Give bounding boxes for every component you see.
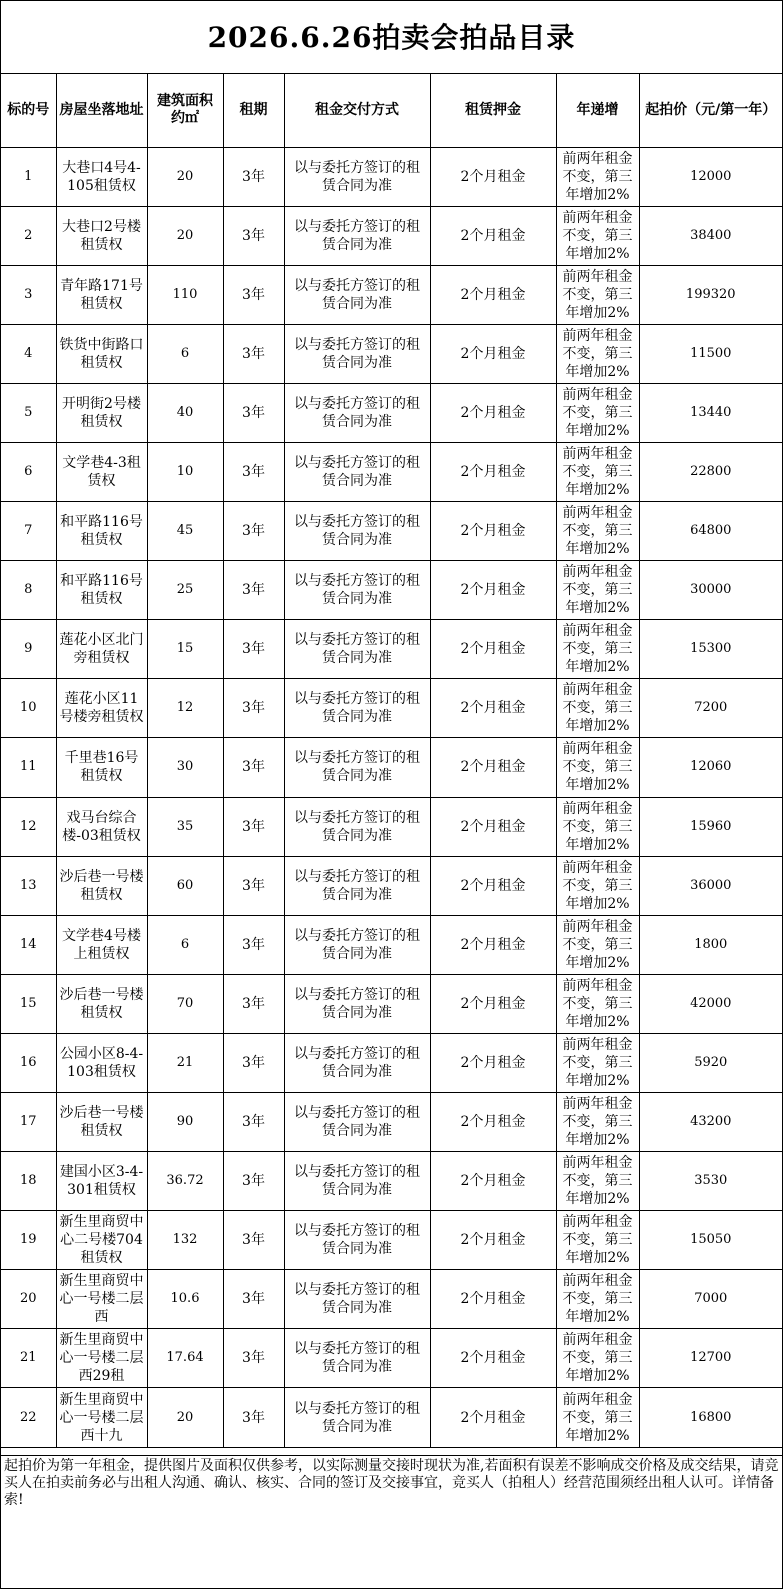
cell-term: 3年 (223, 915, 284, 974)
cell-deposit: 2个月租金 (430, 561, 556, 620)
cell-address: 新生里商贸中心一号楼二层西29租 (56, 1329, 147, 1388)
cell-payment: 以与委托方签订的租赁合同为准 (284, 974, 430, 1033)
cell-growth: 前两年租金不变，第三年增加2% (556, 1033, 639, 1092)
cell-growth: 前两年租金不变，第三年增加2% (556, 915, 639, 974)
cell-area: 17.64 (147, 1329, 223, 1388)
table-row (1, 1270, 782, 1329)
cell-payment: 以与委托方签订的租赁合同为准 (284, 797, 430, 856)
table-row (1, 1033, 782, 1092)
cell-payment: 以与委托方签订的租赁合同为准 (284, 1270, 430, 1329)
header-area: 建筑面积约㎡ (147, 74, 223, 147)
cell-term: 3年 (223, 383, 284, 442)
cell-deposit: 2个月租金 (430, 620, 556, 679)
cell-growth: 前两年租金不变，第三年增加2% (556, 502, 639, 561)
cell-term: 3年 (223, 679, 284, 738)
cell-lot-no: 8 (1, 561, 56, 620)
table-row (1, 502, 782, 561)
cell-area: 90 (147, 1093, 223, 1152)
table-row (1, 915, 782, 974)
cell-area: 30 (147, 738, 223, 797)
table-row (1, 974, 782, 1033)
cell-address: 公园小区8-4-103租赁权 (56, 1033, 147, 1092)
cell-address: 戏马台综合楼-03租赁权 (56, 797, 147, 856)
cell-growth: 前两年租金不变，第三年增加2% (556, 1388, 639, 1447)
cell-term: 3年 (223, 1211, 284, 1270)
cell-price: 7200 (639, 679, 782, 738)
cell-area: 6 (147, 324, 223, 383)
cell-deposit: 2个月租金 (430, 856, 556, 915)
cell-deposit: 2个月租金 (430, 1033, 556, 1092)
cell-price: 64800 (639, 502, 782, 561)
table-row (1, 738, 782, 797)
cell-payment: 以与委托方签订的租赁合同为准 (284, 1329, 430, 1388)
cell-term: 3年 (223, 1033, 284, 1092)
header-payment: 租金交付方式 (284, 74, 430, 147)
cell-price: 1800 (639, 915, 782, 974)
cell-area: 110 (147, 265, 223, 324)
cell-term: 3年 (223, 738, 284, 797)
cell-price: 15300 (639, 620, 782, 679)
table-row (1, 1388, 782, 1447)
cell-payment: 以与委托方签订的租赁合同为准 (284, 324, 430, 383)
cell-area: 132 (147, 1211, 223, 1270)
cell-growth: 前两年租金不变，第三年增加2% (556, 1270, 639, 1329)
cell-address: 千里巷16号租赁权 (56, 738, 147, 797)
cell-area: 21 (147, 1033, 223, 1092)
cell-price: 12700 (639, 1329, 782, 1388)
cell-lot-no: 5 (1, 383, 56, 442)
cell-price: 43200 (639, 1093, 782, 1152)
cell-growth: 前两年租金不变，第三年增加2% (556, 1329, 639, 1388)
cell-lot-no: 10 (1, 679, 56, 738)
cell-deposit: 2个月租金 (430, 324, 556, 383)
cell-payment: 以与委托方签订的租赁合同为准 (284, 561, 430, 620)
cell-term: 3年 (223, 1329, 284, 1388)
cell-payment: 以与委托方签订的租赁合同为准 (284, 206, 430, 265)
cell-area: 6 (147, 915, 223, 974)
cell-price: 7000 (639, 1270, 782, 1329)
cell-area: 36.72 (147, 1152, 223, 1211)
lot-table (1, 74, 782, 1448)
cell-area: 10 (147, 442, 223, 501)
cell-payment: 以与委托方签订的租赁合同为准 (284, 1093, 430, 1152)
cell-price: 16800 (639, 1388, 782, 1447)
table-row (1, 383, 782, 442)
cell-deposit: 2个月租金 (430, 1211, 556, 1270)
cell-address: 新生里商贸中心二号楼704租赁权 (56, 1211, 147, 1270)
cell-address: 大巷口4号4-105租赁权 (56, 147, 147, 206)
cell-area: 40 (147, 383, 223, 442)
cell-lot-no: 18 (1, 1152, 56, 1211)
table-row (1, 324, 782, 383)
footnote: 起拍价为第一年租金，提供图片及面积仅供参考，以实际测量交接时现状为准,若面积有误差不影响成交价格及成交结果，请竞买人在拍卖前务必与出租人沟通、确认、核实、合同的签订及交接事宜，竞买人（拍租人）经营范围须经出租人认可。详情备索! (1, 1455, 782, 1588)
cell-price: 38400 (639, 206, 782, 265)
cell-deposit: 2个月租金 (430, 502, 556, 561)
cell-payment: 以与委托方签订的租赁合同为准 (284, 1152, 430, 1211)
cell-address: 和平路116号租赁权 (56, 561, 147, 620)
cell-payment: 以与委托方签订的租赁合同为准 (284, 679, 430, 738)
cell-lot-no: 3 (1, 265, 56, 324)
cell-deposit: 2个月租金 (430, 442, 556, 501)
cell-term: 3年 (223, 1388, 284, 1447)
cell-price: 199320 (639, 265, 782, 324)
header-price: 起拍价（元/第一年） (639, 74, 782, 147)
cell-area: 20 (147, 206, 223, 265)
cell-deposit: 2个月租金 (430, 738, 556, 797)
cell-deposit: 2个月租金 (430, 1329, 556, 1388)
cell-term: 3年 (223, 797, 284, 856)
cell-payment: 以与委托方签订的租赁合同为准 (284, 915, 430, 974)
cell-lot-no: 7 (1, 502, 56, 561)
cell-payment: 以与委托方签订的租赁合同为准 (284, 1388, 430, 1447)
cell-growth: 前两年租金不变，第三年增加2% (556, 620, 639, 679)
cell-deposit: 2个月租金 (430, 265, 556, 324)
cell-address: 新生里商贸中心一号楼二层西 (56, 1270, 147, 1329)
cell-growth: 前两年租金不变，第三年增加2% (556, 1093, 639, 1152)
cell-area: 35 (147, 797, 223, 856)
table-row (1, 147, 782, 206)
cell-price: 12000 (639, 147, 782, 206)
cell-payment: 以与委托方签订的租赁合同为准 (284, 738, 430, 797)
cell-price: 13440 (639, 383, 782, 442)
cell-deposit: 2个月租金 (430, 1152, 556, 1211)
cell-deposit: 2个月租金 (430, 206, 556, 265)
cell-price: 3530 (639, 1152, 782, 1211)
cell-term: 3年 (223, 206, 284, 265)
cell-term: 3年 (223, 1093, 284, 1152)
cell-growth: 前两年租金不变，第三年增加2% (556, 147, 639, 206)
cell-deposit: 2个月租金 (430, 797, 556, 856)
cell-term: 3年 (223, 1270, 284, 1329)
cell-deposit: 2个月租金 (430, 1270, 556, 1329)
cell-growth: 前两年租金不变，第三年增加2% (556, 1211, 639, 1270)
cell-growth: 前两年租金不变，第三年增加2% (556, 1152, 639, 1211)
header-lot-no: 标的号 (1, 74, 56, 147)
cell-lot-no: 1 (1, 147, 56, 206)
cell-price: 15050 (639, 1211, 782, 1270)
cell-lot-no: 16 (1, 1033, 56, 1092)
page-title: 2026.6.26拍卖会拍品目录 (1, 1, 782, 74)
cell-address: 莲花小区11号楼旁租赁权 (56, 679, 147, 738)
table-row (1, 679, 782, 738)
cell-term: 3年 (223, 856, 284, 915)
cell-area: 15 (147, 620, 223, 679)
cell-address: 沙后巷一号楼租赁权 (56, 1093, 147, 1152)
cell-lot-no: 22 (1, 1388, 56, 1447)
cell-deposit: 2个月租金 (430, 679, 556, 738)
cell-lot-no: 15 (1, 974, 56, 1033)
cell-term: 3年 (223, 442, 284, 501)
cell-payment: 以与委托方签订的租赁合同为准 (284, 502, 430, 561)
cell-payment: 以与委托方签订的租赁合同为准 (284, 383, 430, 442)
cell-lot-no: 6 (1, 442, 56, 501)
table-header-row (1, 74, 782, 147)
cell-growth: 前两年租金不变，第三年增加2% (556, 265, 639, 324)
table-row (1, 442, 782, 501)
cell-payment: 以与委托方签订的租赁合同为准 (284, 856, 430, 915)
header-term: 租期 (223, 74, 284, 147)
table-row (1, 561, 782, 620)
cell-term: 3年 (223, 265, 284, 324)
cell-payment: 以与委托方签订的租赁合同为准 (284, 442, 430, 501)
table-row (1, 1093, 782, 1152)
cell-lot-no: 19 (1, 1211, 56, 1270)
cell-lot-no: 17 (1, 1093, 56, 1152)
cell-address: 新生里商贸中心一号楼二层西十九 (56, 1388, 147, 1447)
cell-lot-no: 13 (1, 856, 56, 915)
cell-payment: 以与委托方签订的租赁合同为准 (284, 265, 430, 324)
cell-area: 10.6 (147, 1270, 223, 1329)
cell-lot-no: 20 (1, 1270, 56, 1329)
table-row (1, 1211, 782, 1270)
cell-lot-no: 9 (1, 620, 56, 679)
cell-growth: 前两年租金不变，第三年增加2% (556, 679, 639, 738)
cell-lot-no: 21 (1, 1329, 56, 1388)
cell-address: 建国小区3-4-301租赁权 (56, 1152, 147, 1211)
cell-payment: 以与委托方签订的租赁合同为准 (284, 1033, 430, 1092)
cell-address: 开明街2号楼租赁权 (56, 383, 147, 442)
cell-deposit: 2个月租金 (430, 383, 556, 442)
cell-price: 15960 (639, 797, 782, 856)
cell-growth: 前两年租金不变，第三年增加2% (556, 383, 639, 442)
cell-growth: 前两年租金不变，第三年增加2% (556, 797, 639, 856)
cell-area: 20 (147, 1388, 223, 1447)
cell-term: 3年 (223, 324, 284, 383)
cell-address: 文学巷4号楼上租赁权 (56, 915, 147, 974)
cell-growth: 前两年租金不变，第三年增加2% (556, 856, 639, 915)
cell-price: 42000 (639, 974, 782, 1033)
cell-address: 和平路116号租赁权 (56, 502, 147, 561)
cell-lot-no: 2 (1, 206, 56, 265)
cell-deposit: 2个月租金 (430, 974, 556, 1033)
cell-area: 60 (147, 856, 223, 915)
cell-area: 12 (147, 679, 223, 738)
cell-growth: 前两年租金不变，第三年增加2% (556, 974, 639, 1033)
cell-address: 铁货中街路口租赁权 (56, 324, 147, 383)
table-row (1, 1329, 782, 1388)
table-row (1, 797, 782, 856)
header-growth: 年递增 (556, 74, 639, 147)
cell-address: 文学巷4-3租赁权 (56, 442, 147, 501)
cell-term: 3年 (223, 620, 284, 679)
cell-price: 30000 (639, 561, 782, 620)
cell-price: 12060 (639, 738, 782, 797)
table-row (1, 856, 782, 915)
cell-lot-no: 14 (1, 915, 56, 974)
cell-payment: 以与委托方签订的租赁合同为准 (284, 1211, 430, 1270)
cell-term: 3年 (223, 561, 284, 620)
cell-address: 莲花小区北门旁租赁权 (56, 620, 147, 679)
cell-term: 3年 (223, 974, 284, 1033)
cell-growth: 前两年租金不变，第三年增加2% (556, 738, 639, 797)
cell-deposit: 2个月租金 (430, 915, 556, 974)
cell-growth: 前两年租金不变，第三年增加2% (556, 561, 639, 620)
cell-price: 11500 (639, 324, 782, 383)
cell-payment: 以与委托方签订的租赁合同为准 (284, 620, 430, 679)
table-row (1, 206, 782, 265)
cell-payment: 以与委托方签订的租赁合同为准 (284, 147, 430, 206)
cell-address: 沙后巷一号楼租赁权 (56, 974, 147, 1033)
cell-lot-no: 4 (1, 324, 56, 383)
cell-area: 20 (147, 147, 223, 206)
cell-term: 3年 (223, 147, 284, 206)
cell-deposit: 2个月租金 (430, 147, 556, 206)
cell-term: 3年 (223, 1152, 284, 1211)
table-row (1, 620, 782, 679)
table-row (1, 1152, 782, 1211)
cell-deposit: 2个月租金 (430, 1093, 556, 1152)
cell-address: 大巷口2号楼租赁权 (56, 206, 147, 265)
cell-term: 3年 (223, 502, 284, 561)
cell-price: 22800 (639, 442, 782, 501)
cell-price: 36000 (639, 856, 782, 915)
header-deposit: 租赁押金 (430, 74, 556, 147)
header-address: 房屋坐落地址 (56, 74, 147, 147)
cell-area: 45 (147, 502, 223, 561)
cell-price: 5920 (639, 1033, 782, 1092)
cell-area: 70 (147, 974, 223, 1033)
cell-growth: 前两年租金不变，第三年增加2% (556, 324, 639, 383)
cell-area: 25 (147, 561, 223, 620)
table-row (1, 265, 782, 324)
cell-address: 沙后巷一号楼租赁权 (56, 856, 147, 915)
cell-deposit: 2个月租金 (430, 1388, 556, 1447)
cell-growth: 前两年租金不变，第三年增加2% (556, 206, 639, 265)
cell-growth: 前两年租金不变，第三年增加2% (556, 442, 639, 501)
cell-lot-no: 11 (1, 738, 56, 797)
cell-address: 青年路171号租赁权 (56, 265, 147, 324)
cell-lot-no: 12 (1, 797, 56, 856)
